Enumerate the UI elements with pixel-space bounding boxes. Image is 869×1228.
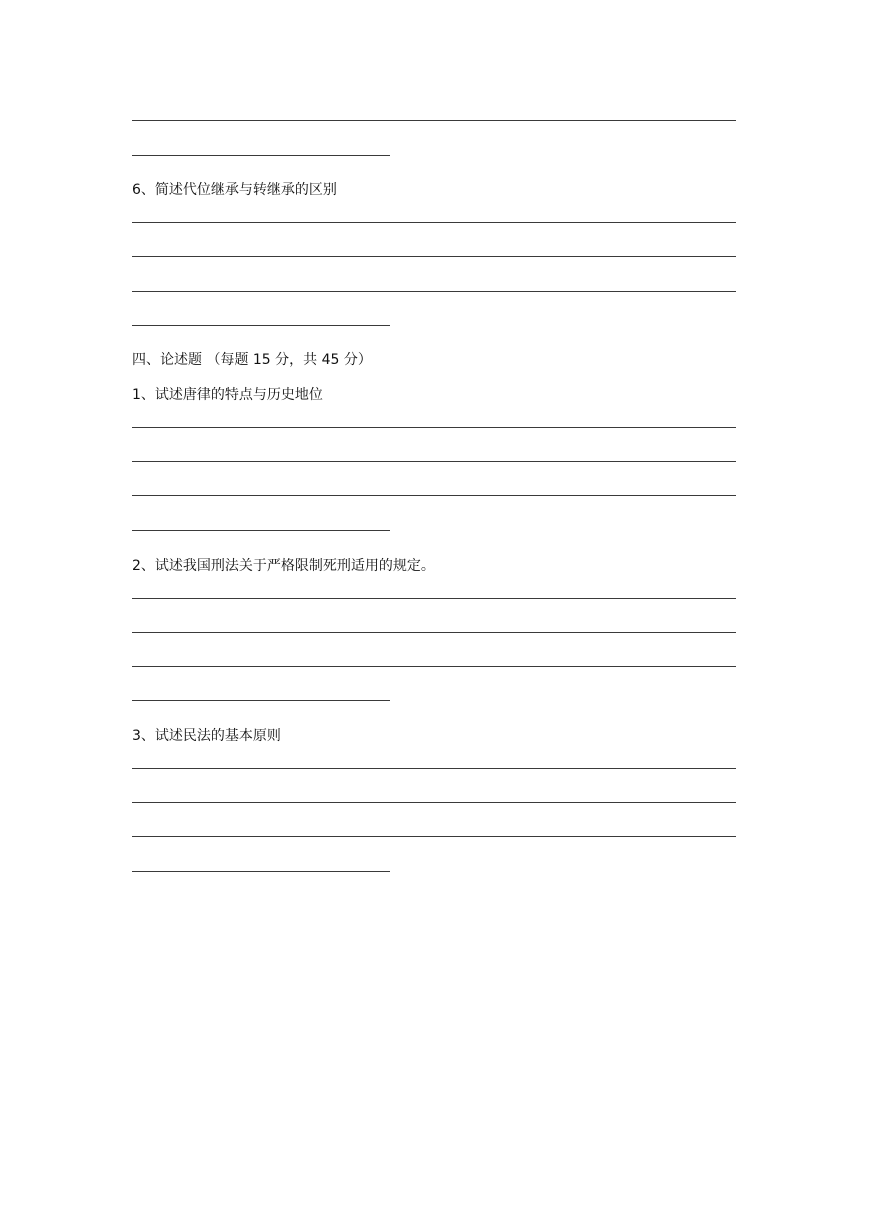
answer-line (132, 598, 736, 599)
answer-line (132, 768, 736, 769)
answer-line (132, 155, 390, 156)
essay-question-3-label: 3、试述民法的基本原则 (132, 728, 281, 744)
essay-question-2-label: 2、试述我国刑法关于严格限制死刑适用的规定。 (132, 558, 435, 574)
essay-question-1-label: 1、试述唐律的特点与历史地位 (132, 387, 323, 403)
answer-line (132, 256, 736, 257)
answer-line (132, 802, 736, 803)
answer-line (132, 700, 390, 701)
answer-line (132, 871, 390, 872)
answer-line (132, 461, 736, 462)
section-4-title: 四、论述题 （每题 15 分，共 45 分） (132, 352, 372, 368)
answer-line (132, 836, 736, 837)
answer-line (132, 495, 736, 496)
answer-line (132, 427, 736, 428)
answer-line (132, 632, 736, 633)
answer-line (132, 222, 736, 223)
answer-line (132, 120, 736, 121)
answer-line (132, 291, 736, 292)
question-6-label: 6、简述代位继承与转继承的区别 (132, 182, 337, 198)
answer-line (132, 325, 390, 326)
answer-line (132, 530, 390, 531)
answer-line (132, 666, 736, 667)
